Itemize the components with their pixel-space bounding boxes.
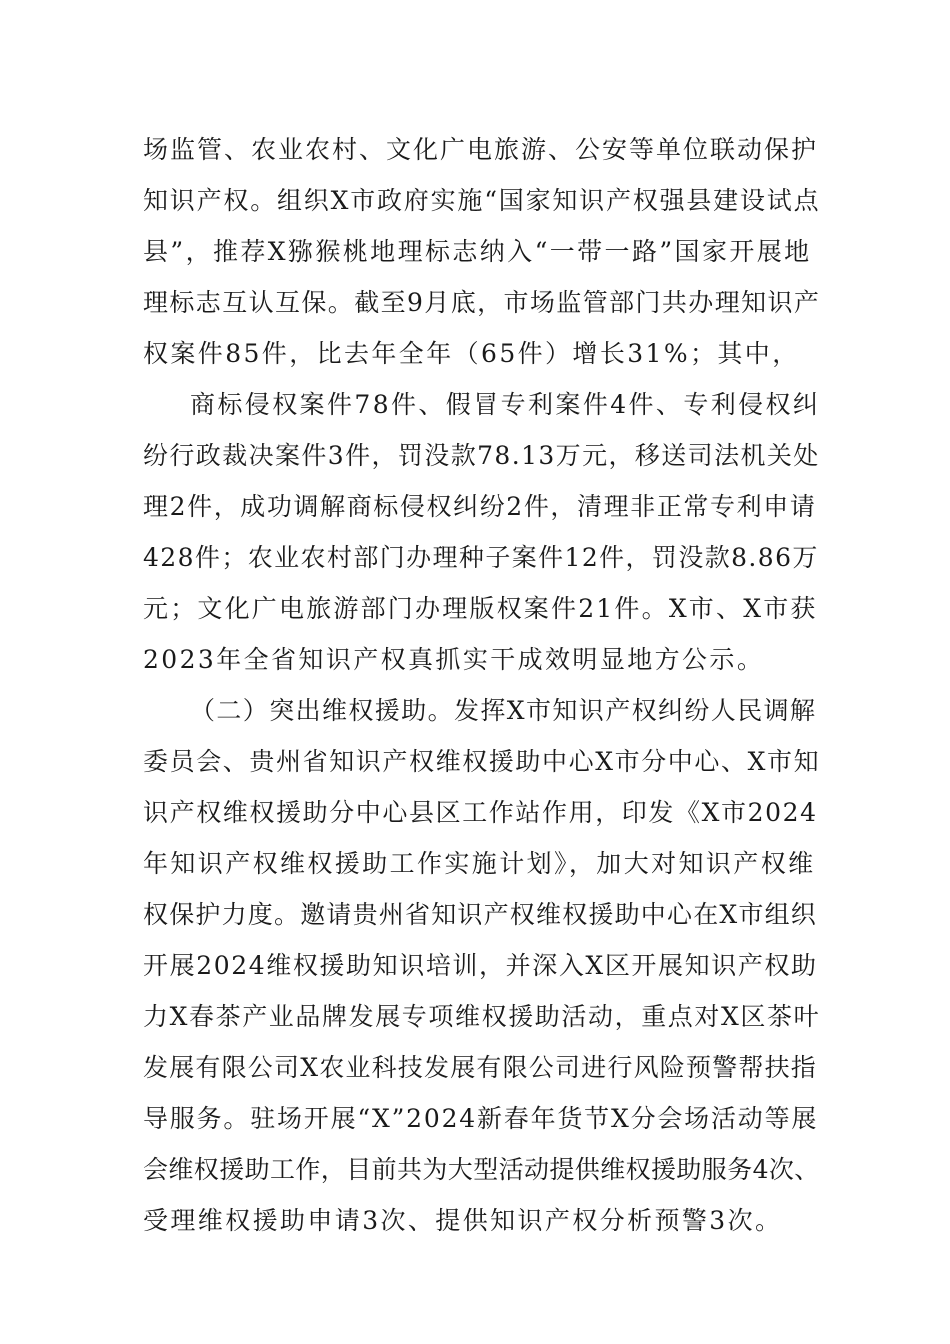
text-line: 元；文化广电旅游部门办理版权案件21件。X市、X市获 [143,594,818,623]
text-line: 理标志互认互保。截至9月底，市场监管部门共办理知识产 [143,288,821,317]
text-line: 场监管、农业农村、文化广电旅游、公安等单位联动保护 [143,135,819,164]
text-line: 县”，推荐X猕猴桃地理标志纳入“一带一路”国家开展地 [143,237,812,266]
text-line: 发展有限公司X农业科技发展有限公司进行风险预警帮扶指 [143,1053,818,1082]
text-line: 受理维权援助申请3次、提供知识产权分析预警3次。 [143,1206,783,1235]
text-line: 商标侵权案件78件、假冒专利案件4件、专利侵权纠 [190,390,821,419]
text-line: 理2件，成功调解商标侵权纠纷2件，清理非正常专利申请 [143,492,817,521]
text-line: 年知识产权维权援助工作实施计划》，加大对知识产权维 [143,849,816,878]
text-line: 知识产权。组织X市政府实施“国家知识产权强县建设试点 [143,186,821,215]
text-line: 开展2024维权援助知识培训，并深入X区开展知识产权助 [143,951,818,980]
text-line: 纷行政裁决案件3件，罚没款78.13万元，移送司法机关处 [143,441,820,470]
text-line: 权案件85件，比去年全年（65件）增长31%；其中， [143,339,800,368]
text-line: 2023年全省知识产权真抓实干成效明显地方公示。 [143,645,765,674]
section-heading-line: （二）突出维权援助。发挥X市知识产权纠纷人民调解 [190,696,817,725]
text-line: 委员会、贵州省知识产权维权援助中心X市分中心、X市知 [143,747,821,776]
text-line: 识产权维权援助分中心县区工作站作用，印发《X市2024 [143,798,818,827]
text-line: 力X春茶产业品牌发展专项维权援助活动，重点对X区茶叶 [143,1002,821,1031]
text-line: 会维权援助工作，目前共为大型活动提供维权援助服务4次、 [143,1155,820,1184]
text-line: 428件；农业农村部门办理种子案件12件，罚没款8.86万 [143,543,819,572]
text-line: 导服务。驻场开展“X”2024新春年货节X分会场活动等展 [143,1104,819,1133]
text-line: 权保护力度。邀请贵州省知识产权维权援助中心在X市组织 [143,900,818,929]
